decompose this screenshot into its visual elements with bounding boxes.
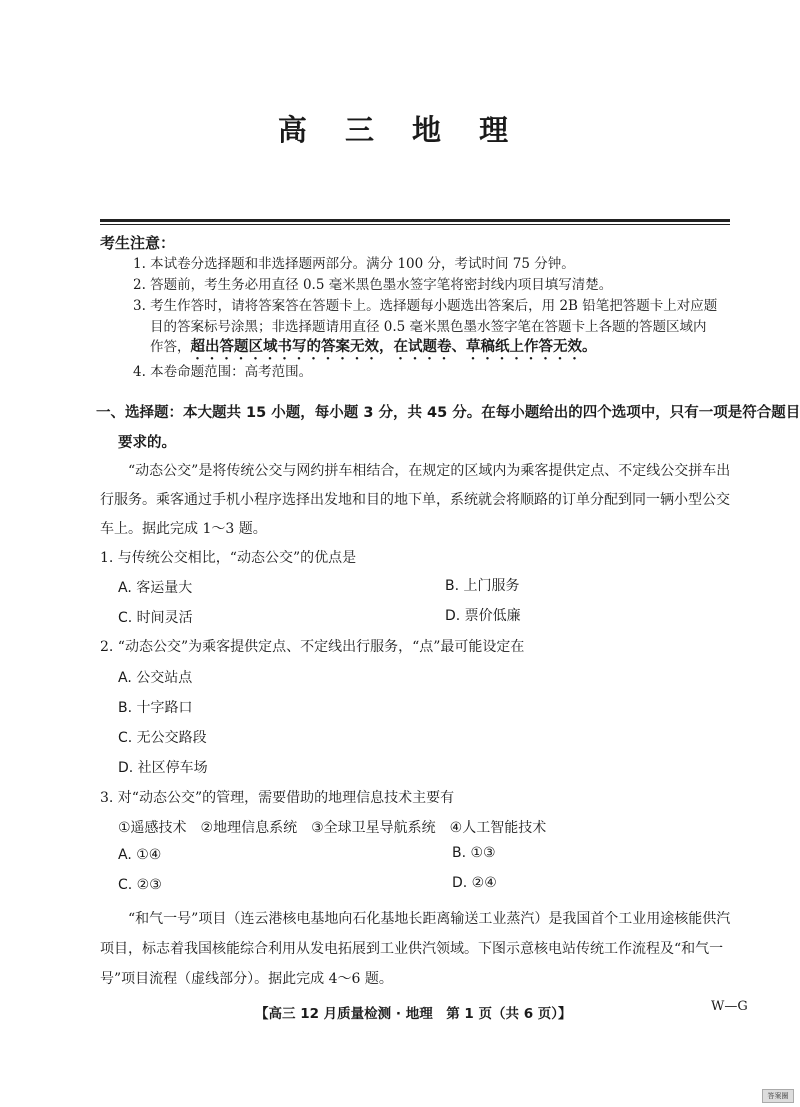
question-3-items: ①遥感技术 ②地理信息系统 ③全球卫星导航系统 ④人工智能技术 xyxy=(118,820,547,836)
header-divider-thick xyxy=(100,219,730,222)
notice-item-1: 1. 本试卷分选择题和非选择题两部分。满分 100 分，考试时间 75 分钟。 xyxy=(133,256,575,272)
notice-heading: 考生注意： xyxy=(100,234,176,252)
notice-item-2: 2. 答题前，考生务必用直径 0.5 毫米黑色墨水签字笔将密封线内项目填写清楚。 xyxy=(133,277,613,293)
question-2-option-b: B. 十字路口 xyxy=(118,700,193,716)
question-1-stem: 1. 与传统公交相比，“动态公交”的优点是 xyxy=(100,550,357,566)
question-2-option-d: D. 社区停车场 xyxy=(118,760,208,776)
header-divider-thin xyxy=(100,224,730,225)
notice-item-3-line-1: 3. 考生作答时，请将答案答在答题卡上。选择题每小题选出答案后，用 2B 铅笔把答题卡上对应题 xyxy=(133,298,718,314)
page-title: 高 三 地 理 xyxy=(277,113,523,147)
notice-item-3-line-2: 目的答案标号涂黑；非选择题请用直径 0.5 毫米黑色墨水签字笔在答题卡上各题的答题区域内 xyxy=(150,319,707,335)
notice-item-3-line-3 xyxy=(150,335,597,363)
paper-code: W—G xyxy=(711,999,748,1014)
passage-2-line-1: “和气一号”项目（连云港核电基地向石化基地长距离输送工业蒸汽）是我国首个工业用途核能供汽 xyxy=(128,911,731,927)
watermark-logo: 答案圈 xyxy=(762,1089,794,1103)
notice-item-3-plain: 作答， xyxy=(150,339,191,355)
notice-item-4: 4. 本卷命题范围：高考范围。 xyxy=(133,364,313,380)
question-2-option-a: A. 公交站点 xyxy=(118,670,193,686)
page-footer: 【高三 12 月质量检测 · 地理 第 1 页（共 6 页）】 xyxy=(255,1006,572,1022)
question-3-option-d: D. ②④ xyxy=(452,875,497,891)
question-3-stem: 3. 对“动态公交”的管理，需要借助的地理信息技术主要有 xyxy=(100,790,455,806)
section-1-heading-line-1: 一、选择题：本大题共 15 小题，每小题 3 分，共 45 分。在每小题给出的四个选项中，只有一项是符合题目 xyxy=(96,405,800,421)
question-1-option-b: B. 上门服务 xyxy=(445,578,520,594)
question-2-stem: 2. “动态公交”为乘客提供定点、不定线出行服务，“点”最可能设定在 xyxy=(100,639,525,655)
question-2-option-c: C. 无公交路段 xyxy=(118,730,207,746)
notice-item-3-emphasis: 超出答题区域书写的答案无效，在试题卷、草稿纸上作答无效。 xyxy=(190,339,597,355)
question-3-option-a: A. ①④ xyxy=(118,847,162,863)
passage-2-line-3: 号”项目流程（虚线部分）。据此完成 4～6 题。 xyxy=(100,971,393,987)
passage-1-line-2: 行服务。乘客通过手机小程序选择出发地和目的地下单，系统就会将顺路的订单分配到同一辆小型公交 xyxy=(100,492,730,508)
question-3-option-c: C. ②③ xyxy=(118,877,162,893)
section-1-heading-line-2: 要求的。 xyxy=(118,435,176,451)
question-1-option-d: D. 票价低廉 xyxy=(445,608,521,624)
passage-1-line-1: “动态公交”是将传统公交与网约拼车相结合，在规定的区域内为乘客提供定点、不定线公交拼车出 xyxy=(128,463,731,479)
question-3-option-b: B. ①③ xyxy=(452,845,496,861)
question-1-option-c: C. 时间灵活 xyxy=(118,610,193,626)
question-1-option-a: A. 客运量大 xyxy=(118,580,193,596)
passage-1-line-3: 车上。据此完成 1～3 题。 xyxy=(100,521,267,537)
passage-2-line-2: 项目，标志着我国核能综合利用从发电拓展到工业供汽领域。下图示意核电站传统工作流程及“和气一 xyxy=(100,941,724,957)
